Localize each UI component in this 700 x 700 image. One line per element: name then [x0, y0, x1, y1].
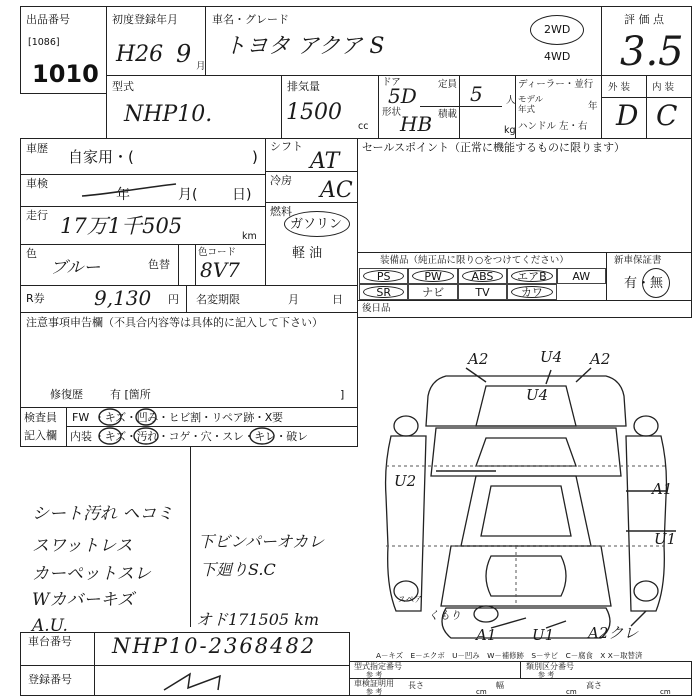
- doors-value: 5D: [388, 84, 417, 108]
- inspector-int-items: ・キズ・汚れ・コゲ・穴・スレ・キレ・破レ: [94, 430, 308, 443]
- comment-2: スワットレス: [32, 536, 133, 556]
- height-cm: cm: [660, 688, 671, 696]
- diagram-mark-a2-left: A2: [468, 350, 489, 368]
- drive-2wd: 2WD: [544, 23, 571, 36]
- diagram-mark-u4-hood: U4: [526, 386, 549, 404]
- load-unit: kg: [504, 125, 516, 136]
- shift-label: シフト: [270, 140, 303, 153]
- reg-month: 9: [176, 40, 192, 68]
- auction-sheet: [20, 6, 692, 696]
- shaken-day: 日): [232, 187, 252, 203]
- name-change-month: 月: [288, 293, 299, 306]
- chassis-value: NHP10-2368482: [112, 634, 317, 658]
- sales-point-label: セールスポイント（正常に機能するものに限ります）: [362, 141, 626, 154]
- doors-label: ドア: [382, 77, 401, 88]
- color-value: ブルー: [50, 258, 101, 278]
- height-label: 高さ: [586, 681, 602, 690]
- shape-value: HB: [400, 112, 433, 136]
- equipment-item-circle: [511, 286, 552, 298]
- int-label: 内 装: [652, 82, 675, 93]
- score-value: 3.5: [620, 29, 684, 75]
- capacity-label: 定員: [438, 79, 458, 90]
- repair-value: 有 [箇所: [110, 388, 151, 401]
- recycle-value: 9,130: [94, 286, 152, 310]
- equipment-item-circle: [412, 270, 453, 282]
- dealer-label: ディーラー・並行: [518, 79, 594, 90]
- class-sub: 参 考: [538, 671, 555, 679]
- equipment-item: PW: [408, 268, 457, 284]
- shaken-label: 車検: [26, 177, 48, 190]
- length-cm: cm: [476, 688, 487, 696]
- registration-scribble: [160, 668, 260, 694]
- history-close: ): [252, 148, 258, 166]
- ext-label: 外 装: [608, 82, 631, 93]
- width-label: 幅: [496, 681, 504, 690]
- diagram-mark-a1-bottom: A1: [476, 626, 497, 644]
- comment-3: カーペットスレ: [32, 564, 151, 584]
- model-label: 型式: [112, 80, 134, 93]
- shaken-month: 月(: [178, 187, 198, 203]
- drive-2wd-circle: [530, 15, 584, 45]
- color-label: 色: [26, 247, 37, 260]
- spare-mark: くもり: [428, 609, 461, 622]
- recycle-label: R券: [26, 292, 45, 305]
- mileage-value: 17万1千505: [60, 214, 183, 238]
- equipment-item: TV: [458, 284, 507, 300]
- fuel-diesel: 軽 油: [292, 246, 323, 261]
- cert-sub: 参 考: [366, 688, 383, 696]
- spare-label: スペア: [398, 595, 422, 604]
- repair-label: 修復歴: [50, 388, 83, 401]
- comment-7: 下廻りS.C: [200, 560, 276, 579]
- cert-label: 車検証明用: [354, 679, 394, 688]
- history-value: 自家用・(: [68, 148, 134, 166]
- name-label: 車名・グレード: [212, 13, 289, 26]
- mileage-unit: km: [242, 231, 257, 242]
- inspector-circles: [20, 6, 360, 456]
- equipment-item: ABS: [458, 268, 507, 284]
- color-change-label: 色替: [148, 258, 170, 271]
- type-sub: 参 考: [366, 671, 383, 679]
- diagram-mark-a2-right: A2: [590, 350, 611, 368]
- diagram-mark-u2: U2: [394, 472, 417, 490]
- drive-4wd: 4WD: [544, 50, 571, 63]
- reg-era-year: H26: [116, 42, 164, 67]
- equipment-item: PS: [359, 268, 408, 284]
- inspector-int-label: 内装: [70, 430, 92, 443]
- registration-label: 登録番号: [28, 673, 72, 686]
- repair-close: ]: [340, 388, 345, 401]
- handle-label: ハンドル 左・右: [518, 121, 588, 132]
- model-value: NHP10.: [124, 102, 213, 127]
- length-label: 長さ: [408, 681, 424, 690]
- equipment-item-circle: [363, 286, 404, 298]
- score-label: 評 価 点: [624, 13, 664, 26]
- equipment-item-circle: [511, 270, 552, 282]
- model-year-label-1: モデル: [518, 95, 544, 105]
- history-label: 車歴: [26, 142, 48, 155]
- reg-label: 初度登録年月: [112, 13, 178, 26]
- equipment-item: AW: [557, 268, 606, 284]
- inspector-label-1: 検査員: [24, 411, 57, 424]
- color-code-label: 色コード: [198, 247, 237, 258]
- comment-5: A.U.: [32, 616, 68, 636]
- name-change-day: 日: [332, 293, 343, 306]
- equipment-item: エアB: [507, 268, 556, 284]
- shaken-year: 年: [116, 187, 130, 203]
- shape-label: 形状: [382, 107, 402, 118]
- equipment-item: SR: [359, 284, 408, 300]
- equipment-item: ナビ: [408, 284, 457, 300]
- damage-legend: A－キズ E－エクボ U－凹み W－補修跡 S－サビ C－腐食 X X－取替済: [376, 651, 643, 660]
- comment-6: 下ビンパーオカレ: [198, 532, 325, 551]
- warranty-circle: [642, 268, 670, 298]
- color-code-value: 8V7: [200, 258, 240, 282]
- inspector-fw-label: FW: [72, 411, 90, 424]
- diagram-mark-a1-right: A1: [652, 480, 673, 498]
- ext-value: D: [616, 99, 639, 132]
- shift-value: AT: [310, 149, 340, 174]
- comment-4: Wカバーキズ: [32, 590, 135, 610]
- displacement-value: 1500: [286, 100, 342, 125]
- inspector-fw-items: ・キズ・凹み・ヒビ割・リペア跡・X要: [94, 411, 283, 424]
- comment-1: シート汚れ ヘコミ: [32, 504, 174, 524]
- after-label: 後日品: [362, 303, 391, 314]
- recycle-unit: 円: [168, 293, 179, 306]
- int-value: C: [656, 99, 678, 132]
- equipment-item-circle: [363, 270, 404, 282]
- warranty-value: 有・無: [624, 276, 664, 291]
- lot-label: 出品番号: [26, 13, 70, 26]
- type-label: 型式指定番号: [354, 662, 402, 671]
- name-value: トヨタ アクア S: [224, 34, 385, 59]
- model-year-label-2: 年式: [518, 105, 536, 115]
- chassis-label: 車台番号: [28, 635, 72, 648]
- width-cm: cm: [566, 688, 577, 696]
- class-label: 類別区分番号: [526, 662, 574, 671]
- model-year-unit: 年: [588, 101, 598, 112]
- mileage-label: 走行: [26, 209, 48, 222]
- displacement-unit: cc: [358, 121, 369, 132]
- load-label: 積載: [438, 109, 458, 120]
- name-change-label: 名変期限: [196, 293, 240, 306]
- capacity-value: 5: [470, 82, 483, 106]
- warranty-label: 新車保証書: [614, 255, 662, 266]
- inspector-label-2: 記入欄: [24, 429, 57, 442]
- equipment-grid: [359, 268, 606, 300]
- reg-month-unit: 月: [196, 61, 206, 72]
- fuel-gasoline: ガソリン: [290, 217, 343, 232]
- diagram-mark-u4-top: U4: [540, 348, 563, 366]
- fuel-label: 燃料: [270, 205, 292, 218]
- aircon-value: AC: [320, 178, 353, 203]
- comment-8: オド171505 km: [196, 610, 320, 629]
- diagram-mark-u1-right: U1: [654, 530, 677, 548]
- capacity-unit: 人: [506, 95, 516, 106]
- diagram-mark-u1-bottom: U1: [532, 626, 555, 644]
- displacement-label: 排気量: [287, 80, 320, 93]
- notes-label: 注意事項申告欄（不具合内容等は具体的に記入して下さい）: [26, 316, 323, 329]
- equipment-item: カワ: [507, 284, 556, 300]
- diagram-mark-a2-bottom: A2クレ: [588, 624, 639, 642]
- equipment-label: 装備品（純正品に限り○をつけてください）: [380, 255, 569, 266]
- lot-number: 1010: [32, 60, 99, 88]
- aircon-label: 冷房: [270, 174, 292, 187]
- equipment-item-circle: [462, 270, 503, 282]
- lot-code: [1086]: [28, 37, 60, 48]
